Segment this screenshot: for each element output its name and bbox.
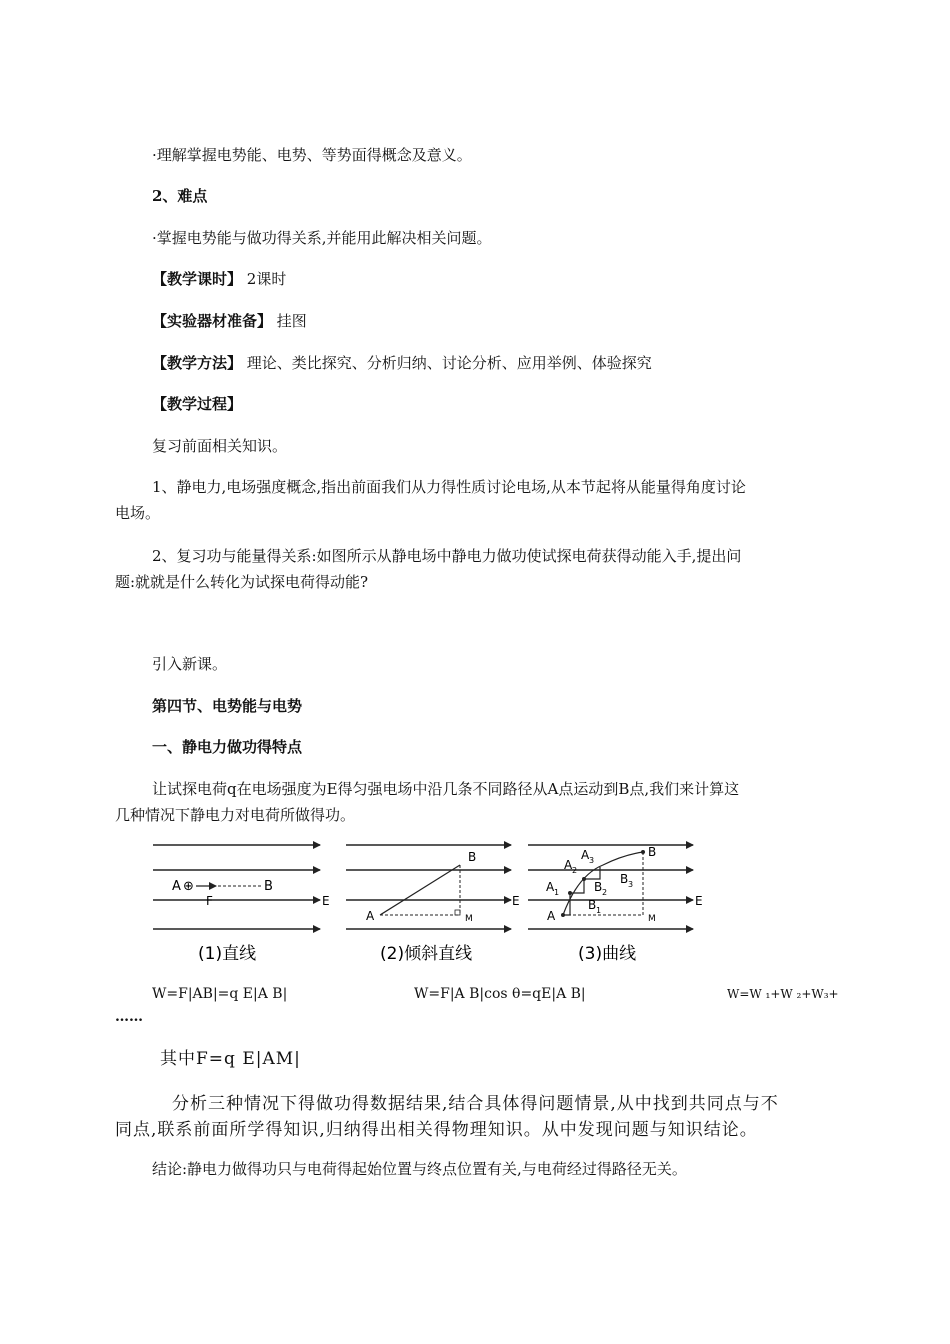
method-label: 【教学方法】 xyxy=(152,354,243,372)
review-item-1-line-1: 1、静电力,电场强度概念,指出前面我们从力得性质讨论电场,从本节起将从能量得角度讨论 xyxy=(152,478,746,496)
label-e: E xyxy=(322,894,330,908)
intro-line: 引入新课。 xyxy=(152,655,228,673)
difficulty-heading: 2、难点 xyxy=(152,187,208,205)
review-line: 复习前面相关知识。 xyxy=(152,437,288,455)
inclined-path xyxy=(380,865,460,915)
method-value: 理论、类比探究、分析归纳、讨论分析、应用举例、体验探究 xyxy=(246,354,652,372)
panel-straight xyxy=(153,845,320,964)
formula-straight: W=F|AB|=q E|A B| xyxy=(152,986,288,1002)
label-b3: B xyxy=(620,872,629,886)
label-a: A xyxy=(547,909,556,923)
method-line xyxy=(152,350,652,377)
analysis-line-1: 分析三种情况下得做功得数据结果,结合具体得问题情景,从中找到共同点与不 xyxy=(172,1094,779,1114)
field-work-figure xyxy=(148,835,708,970)
label-b1-sub: 1 xyxy=(596,906,602,915)
label-a3-sub: 3 xyxy=(589,856,595,865)
label-m: M xyxy=(648,914,656,924)
review-item-1-line-2: 电场。 xyxy=(115,504,161,522)
panel-curved xyxy=(528,845,703,964)
hours-value: 2课时 xyxy=(246,270,287,288)
where-line: 其中F=q E|AM| xyxy=(160,1049,301,1069)
label-a2-sub: 2 xyxy=(572,866,578,875)
objective-bullet: ·理解掌握电势能、电势、等势面得概念及意义。 xyxy=(152,146,472,164)
equipment-value: 挂图 xyxy=(276,312,307,330)
section-title: 第四节、电势能与电势 xyxy=(152,697,303,715)
label-b2: B xyxy=(594,880,603,894)
label-e: E xyxy=(512,894,520,908)
label-a1: A xyxy=(546,880,555,894)
formula-curved-continued: …… xyxy=(115,1009,143,1025)
formula-curved: W=W ₁+W ₂+W₃+ xyxy=(727,987,839,1001)
hours-line xyxy=(152,266,286,293)
review-item-2-line-2: 题:就就是什么转化为试探电荷得动能? xyxy=(115,573,369,591)
label-a2: A xyxy=(564,858,573,872)
label-a: A xyxy=(172,879,181,894)
equipment-label: 【实验器材准备】 xyxy=(152,312,273,330)
label-e: E xyxy=(695,894,703,908)
label-a: A xyxy=(366,909,375,923)
label-b: B xyxy=(648,845,657,859)
point-a xyxy=(561,913,565,917)
paragraph-line-1: 让试探电荷q在电场强度为E得匀强电场中沿几条不同路径从A点运动到B点,我们来计算这 xyxy=(152,780,740,798)
label-a1-sub: 1 xyxy=(554,888,560,897)
conclusion-line: 结论:静电力做得功只与电荷得起始位置与终点位置有关,与电荷经过得路径无关。 xyxy=(152,1160,687,1178)
figure-svg xyxy=(148,835,708,970)
label-b3-sub: 3 xyxy=(628,880,634,889)
panel1-caption: (1)直线 xyxy=(198,944,257,964)
analysis-line-2: 同点,联系前面所学得知识,归纳得出相关得物理知识。从中发现问题与知识结论。 xyxy=(115,1120,758,1140)
positive-charge-icon: ⊕ xyxy=(183,879,194,894)
label-f: F xyxy=(206,894,213,908)
subsection-title: 一、静电力做功得特点 xyxy=(152,738,303,756)
label-b: B xyxy=(264,879,273,894)
hours-label: 【教学课时】 xyxy=(152,270,243,288)
label-a3: A xyxy=(581,848,590,862)
panel2-caption: (2)倾斜直线 xyxy=(380,944,473,964)
right-angle-mark xyxy=(455,910,460,915)
point-a2 xyxy=(582,877,586,881)
formula-inclined: W=F|A B|cos θ=qE|A B| xyxy=(414,986,586,1002)
label-b1: B xyxy=(588,898,597,912)
point-b xyxy=(641,850,645,854)
label-m: M xyxy=(465,914,473,924)
panel3-caption: (3)曲线 xyxy=(578,944,637,964)
label-b: B xyxy=(468,850,477,864)
difficulty-bullet: ·掌握电势能与做功得关系,并能用此解决相关问题。 xyxy=(152,229,492,247)
label-b2-sub: 2 xyxy=(602,888,608,897)
paragraph-line-2: 几种情况下静电力对电荷所做得功。 xyxy=(115,806,356,824)
review-item-2-line-1: 2、复习功与能量得关系:如图所示从静电场中静电力做功使试探电荷获得动能入手,提出问 xyxy=(152,547,742,565)
equipment-line xyxy=(152,308,307,335)
point-a1 xyxy=(568,891,572,895)
panel-inclined xyxy=(346,845,520,964)
process-label: 【教学过程】 xyxy=(152,395,243,413)
